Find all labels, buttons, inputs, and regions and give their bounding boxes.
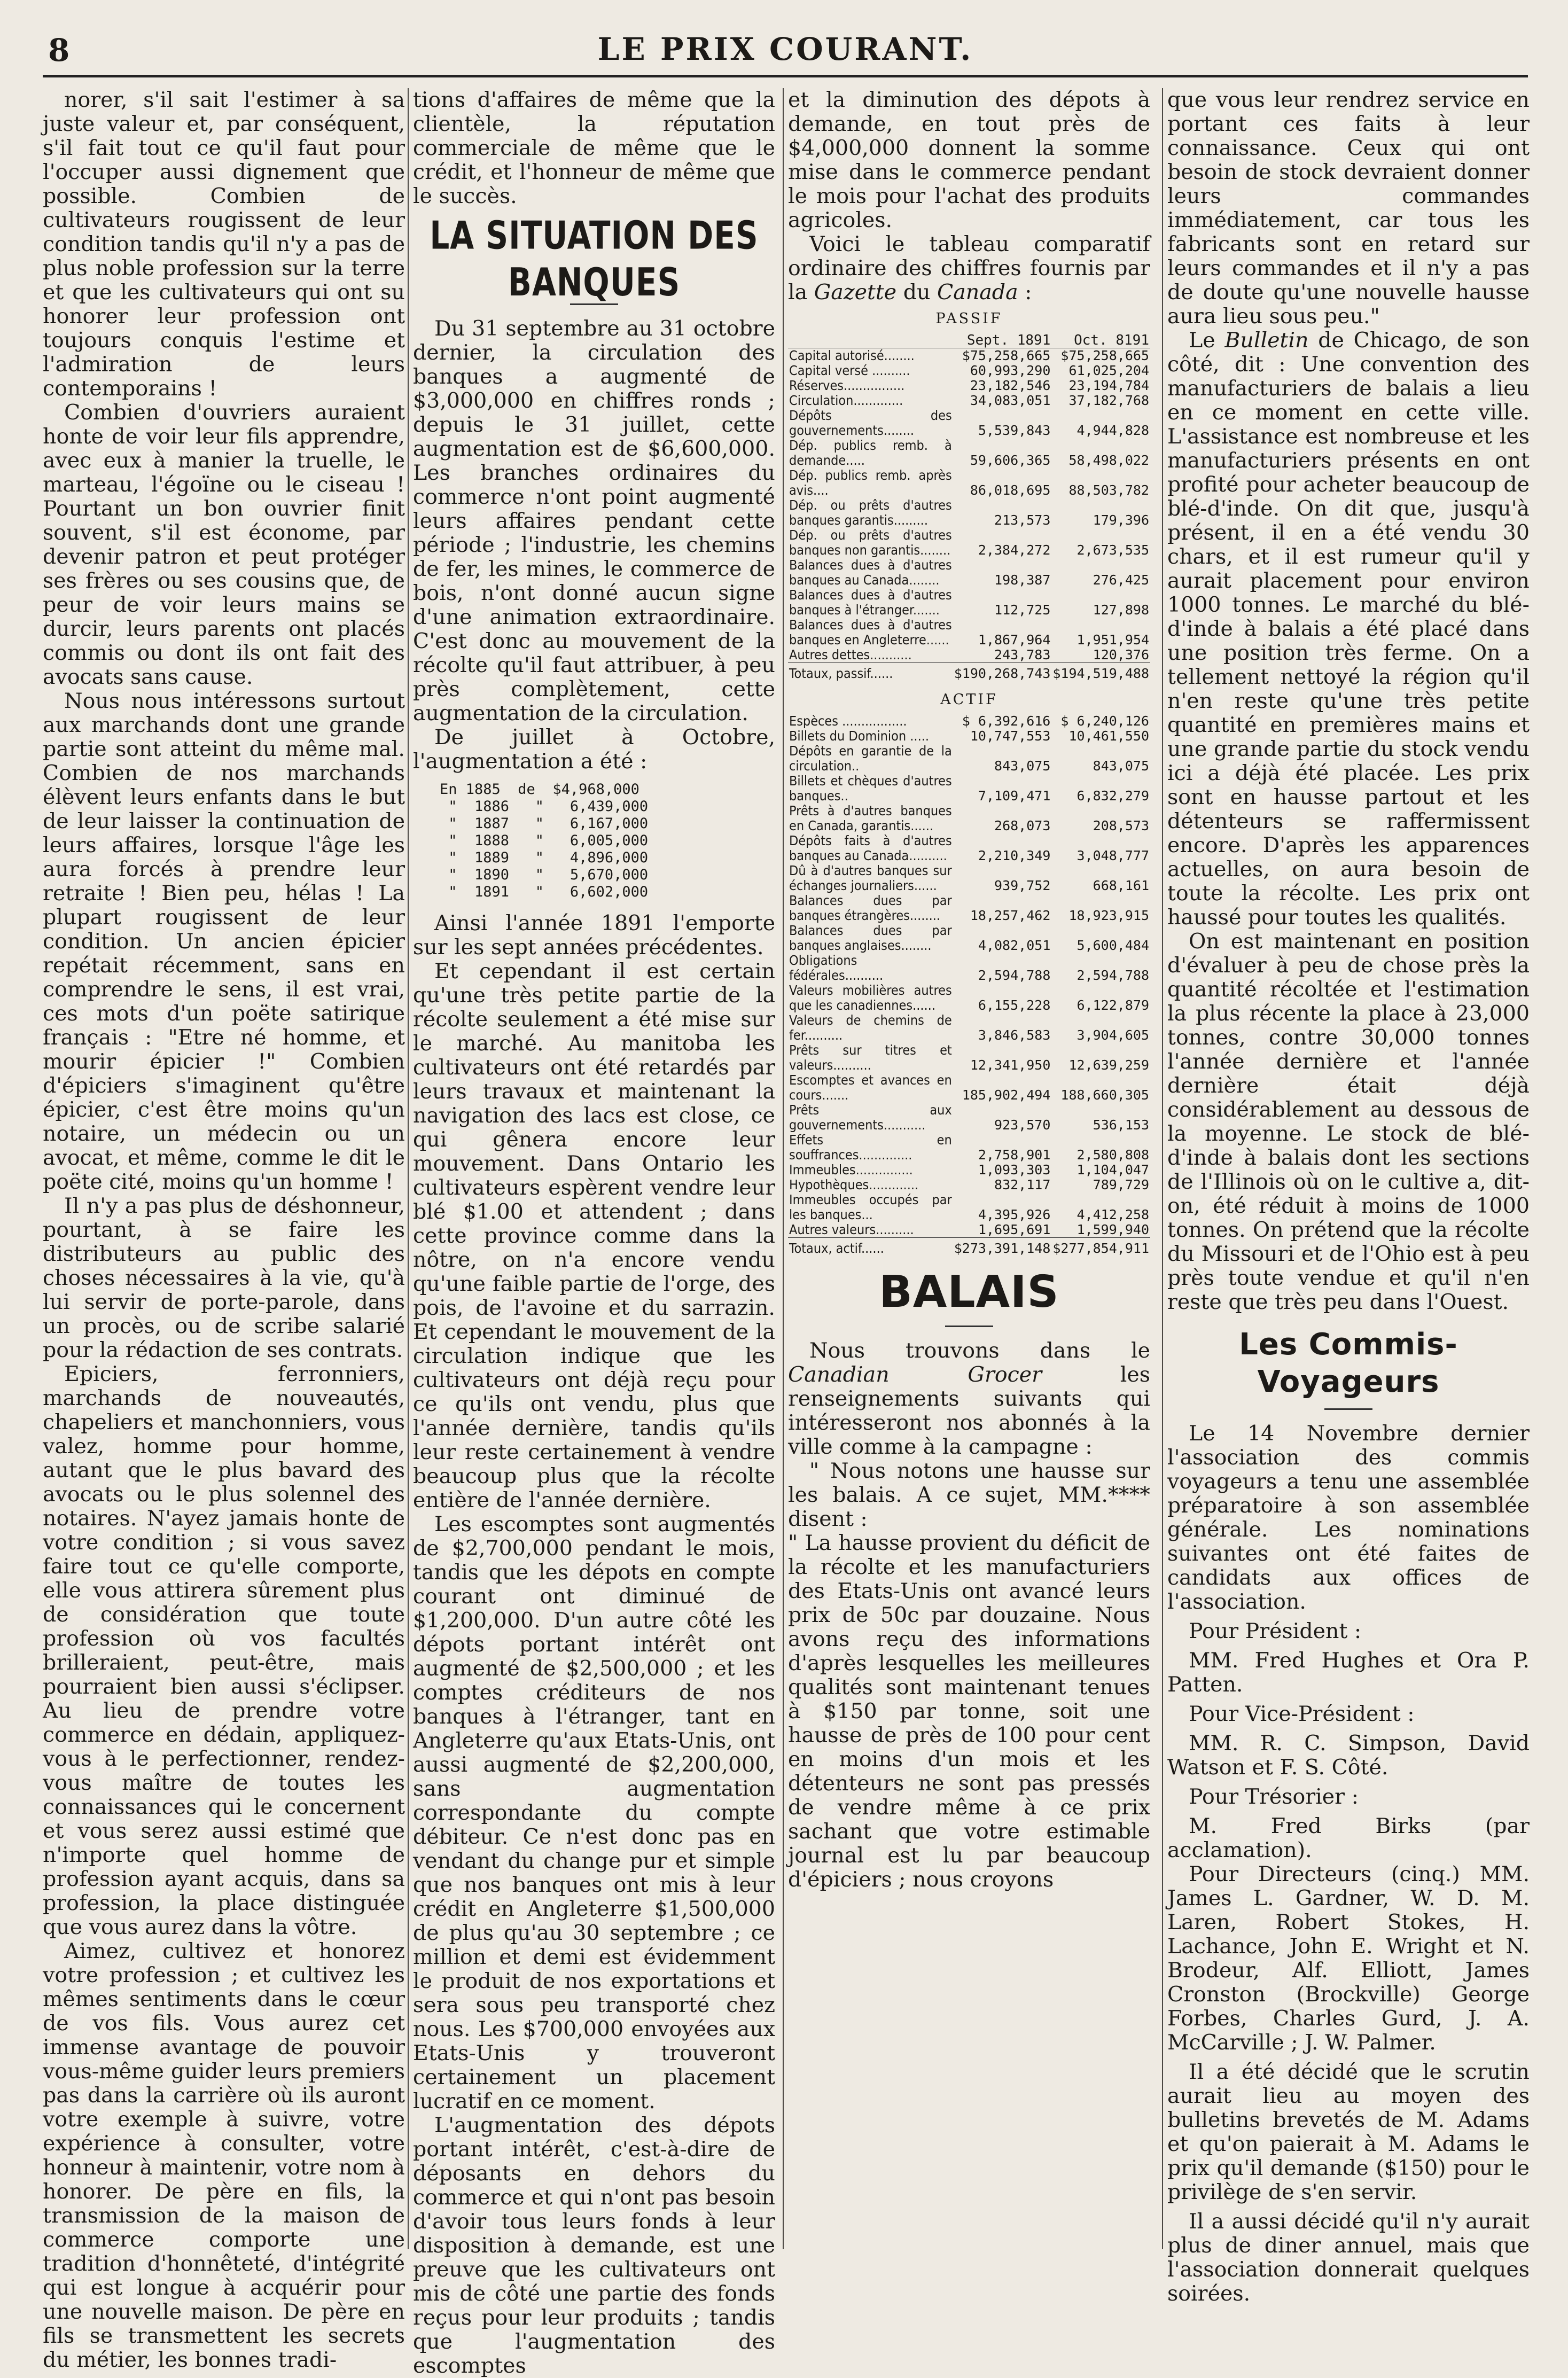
- article-paragraph: " Nous notons une hausse sur les balais. A ce sujet, MM.**** disent :: [788, 1459, 1150, 1531]
- row-value: 268,073: [994, 818, 1051, 833]
- year-row: En 1885 de $4,968,000: [440, 781, 639, 798]
- article-paragraph: Combien d'ouvriers auraient honte de voir leur fils apprendre, avec eux à manier la truelle, le marteau, l'égoïne ou le ciseau ! Pourtant un bon ouvrier finit souvent, s'il est économe, par devenir patron et peut protéger ses frères ou ses cousins que, de peur de voir leurs mains se durcir, leurs parents ont placés commis ou dont ils ont fait des avocats sans cause.: [43, 400, 405, 689]
- article-paragraph: Nous nous intéressons surtout aux marchands dont une grande partie sont atteint du même mal. Combien de nos marchands élèvent leurs enfants dans le but de leur laisser la continuation de leurs affaires, lorsque l'âge les aura forcés à prendre leur retraite ! Bien peu, hélas ! La plupart rougissent de leur condition. Un ancien épicier repétait récemment, sans en comprendre le sens, il est vrai, ces mots d'un poëte satirique français : "Etre né homme, et mourir épicier !" Combien d'épiciers s'imaginent qu'être épicier, c'est être moins qu'un notaire, un médecin ou un avocat, et même, comme le dit le poëte cité, moins qu'un homme !: [43, 689, 405, 1194]
- row-value: 12,639,259: [1068, 1057, 1149, 1073]
- row-label: Obligations fédérales..........: [789, 953, 884, 983]
- row-label: Dépôts faits à d'autres banques au Canada..........: [789, 833, 952, 863]
- row-value: 2,758,901: [978, 1147, 1051, 1163]
- bulletin-text: de Chicago, de son côté, dit : Une convention des manufacturiers de balais a lieu en ce moment en cette ville. L'assistance est nombreuse et les manufacturiers présents en ont profité pour acheter beaucoup de blé-d'inde. On dit que, jusqu'à présent, il en a été vendu 30 chars, et il est rumeur qu'il y aurait placement pour environ 1000 tonnes. Le marché du blé-d'inde à balais a été placé dans une position très ferme. On a tellement nettoyé la région qu'il n'en reste qu'une très petite quantité en premières mains et une grande partie du stock vendu ici a déjà été placée. Les prix sont en hausse partout et les détenteurs se raffermissent encore. D'après les apparences actuelles, on aura besoin de toute la récolte. Les prix ont haussé pour toutes les qualités.: [1167, 328, 1530, 930]
- row-value: 127,898: [1093, 602, 1149, 618]
- table-row: [788, 983, 1150, 1013]
- row-value: 1,951,954: [1076, 632, 1149, 648]
- row-value: 5,600,484: [1076, 938, 1149, 953]
- row-value: 34,083,051: [970, 393, 1051, 408]
- row-value: 4,082,051: [978, 938, 1051, 953]
- intro-text: Nous trouvons dans le: [809, 1338, 1150, 1363]
- row-label: Capital autorisé........: [789, 348, 915, 363]
- row-value: 5,539,843: [978, 423, 1051, 438]
- column-4: [1167, 88, 1530, 2306]
- year-row: " 1888 " 6,005,000: [440, 832, 649, 849]
- row-value: 939,752: [994, 878, 1051, 893]
- article-paragraph: et la diminution des dépots à demande, en tout près de $4,000,000 donnent la somme mise dans le commerce pendant le mois pour l'achat des produits agricoles.: [788, 88, 1150, 232]
- row-value: 6,155,228: [978, 997, 1051, 1013]
- header-rule: [43, 75, 1528, 77]
- row-label: Balances dues par banques anglaises........: [789, 923, 952, 953]
- bulletin-text: Le: [1189, 328, 1225, 353]
- row-label: Dû à d'autres banques sur échanges journaliers......: [789, 863, 952, 893]
- table-row: [788, 774, 1150, 804]
- row-value: 843,075: [994, 758, 1051, 774]
- row-label: Balances dues par banques étrangères........: [789, 893, 952, 923]
- row-value: $75,258,665: [962, 348, 1051, 363]
- article-paragraph: Aimez, cultivez et honorez votre profession ; et cultivez les mêmes sentiments dans le cœur de vos fils. Vous aurez cet immense avantage de pouvoir vous-même guider leurs premiers pas dans la carrière où ils auront votre exemple à suivre, votre expérience à consulter, votre honneur à maintenir, votre nom à honorer. De père en fils, la transmission de la maison de commerce comporte une tradition d'honnêteté, d'intégrité qui est longue à acquérir pour une nouvelle maison. De père en fils se transmettent les secrets du métier, les bonnes tradi-: [43, 1939, 405, 2372]
- article-paragraph: Le 14 Novembre dernier l'association des commis voyageurs a tenu une assemblée préparatoire à son assemblée générale. Les nominations suivantes ont été faites de candidats aux offices de l'association.: [1167, 1421, 1530, 1614]
- table-row: [788, 348, 1150, 364]
- table-row: [788, 648, 1150, 663]
- article-paragraph: Il a aussi décidé qu'il n'y aurait plus de diner annuel, mais que l'association donnerait quelques soirées.: [1167, 2209, 1530, 2306]
- table-row: [788, 833, 1150, 863]
- article-paragraph: Il a été décidé que le scrutin aurait lieu au moyen des bulletins brevetés de M. Adams et qu'on paierait à M. Adams le prix qu'il demande ($150) pour le privilège de s'en servir.: [1167, 2060, 1530, 2204]
- row-label: Effets en souffrances..............: [789, 1132, 952, 1163]
- table-row: [788, 714, 1150, 729]
- intro-text: Voici le tableau comparatif ordinaire des chiffres fournis par la: [788, 232, 1150, 305]
- row-value: 213,573: [994, 512, 1051, 528]
- row-label: Réserves................: [789, 378, 905, 393]
- year-row: " 1890 " 5,670,000: [440, 867, 649, 883]
- row-value: 37,182,768: [1068, 393, 1149, 408]
- table-row: [788, 588, 1150, 618]
- table-row: [788, 1163, 1150, 1178]
- office-names: M. Fred Birks (par acclamation).: [1167, 1814, 1530, 1862]
- row-value: 58,498,022: [1068, 453, 1149, 468]
- table-row: [788, 1192, 1150, 1222]
- row-value: 23,194,784: [1068, 378, 1149, 393]
- table-row: [788, 408, 1150, 438]
- row-value: 10,461,550: [1068, 728, 1149, 744]
- row-value: 2,594,788: [1076, 968, 1149, 983]
- table-row: [788, 744, 1150, 774]
- total-label: Totaux, actif......: [788, 1238, 953, 1257]
- bulletin-name: Bulletin: [1224, 328, 1309, 353]
- column-2: [413, 88, 775, 2378]
- row-value: 2,673,535: [1076, 542, 1149, 558]
- row-value: 3,846,583: [978, 1027, 1051, 1043]
- table-row: [788, 1043, 1150, 1073]
- title-rule: [945, 1326, 993, 1327]
- column-3: [788, 88, 1150, 2249]
- article-paragraph: Il n'y a pas plus de déshonneur, pourtant, à se faire les distributeurs au public des choses nécessaires à la vie, qu'à lui servir de porte-parole, dans un procès, ou de scribe salarié pour la rédaction de ses contrats.: [43, 1194, 405, 1362]
- row-value: 185,902,494: [962, 1087, 1051, 1103]
- row-value: 243,783: [994, 647, 1051, 662]
- row-value: 18,923,915: [1068, 908, 1149, 923]
- office-names: Pour Directeurs (cinq.) MM. James L. Gardner, W. D. M. Laren, Robert Stokes, H. Lachance, John E. Wright et N. Brodeur, Alf. Elliott, James Cronston (Brockville) George Forbes, Charles Gurd, J. A. McCarville ; J. W. Palmer.: [1167, 1862, 1530, 2055]
- table-row: [788, 1222, 1150, 1238]
- article-paragraph: Du 31 septembre au 31 octobre dernier, la circulation des banques a augmenté de $3,000,000 en chiffres ronds ; depuis le 31 juillet, cette augmentation est de $6,600,000. Les branches ordinaires du commerce n'ont point augmenté leurs affaires pendant cette période ; l'industrie, les chemins de fer, les mines, le commerce de bois, n'ont donné aucun signe d'une animation extraordinaire. C'est donc au mouvement de la récolte qu'il faut attribuer, à peu près complètement, cette augmentation de la circulation.: [413, 316, 775, 726]
- row-label: Dép. ou prêts d'autres banques non garantis........: [789, 527, 952, 558]
- row-value: 536,153: [1093, 1117, 1149, 1133]
- article-paragraph: que vous leur rendrez service en portant ces faits à leur connaissance. Ceux qui ont besoin de stock devraient donner leurs commandes immédiatement, car tous les fabricants sont en retard sur leurs commandes et il n'y a pas de doute qu'une nouvelle hausse aura lieu sous peu.": [1167, 88, 1530, 329]
- column-divider: [783, 88, 784, 2249]
- row-value: 18,257,462: [970, 908, 1051, 923]
- row-value: 10,747,553: [970, 728, 1051, 744]
- row-label: Balances dues à d'autres banques en Angleterre......: [789, 617, 952, 648]
- row-label: Dép. publics remb. à demande.....: [789, 438, 952, 468]
- table-row: [788, 893, 1150, 923]
- table-row: [788, 528, 1150, 558]
- article-title-commis: Les Commis-Voyageurs: [1239, 1327, 1458, 1399]
- row-label: Immeubles...............: [789, 1162, 913, 1178]
- passif-table: [788, 333, 1150, 681]
- row-label: Hypothèques.............: [789, 1177, 919, 1192]
- table-row: [788, 363, 1150, 378]
- row-value: $ 6,392,616: [962, 713, 1051, 729]
- article-paragraph: [1167, 329, 1530, 930]
- row-label: Valeurs de chemins de fer..........: [789, 1012, 952, 1043]
- article-title-balais: BALAIS: [879, 1267, 1059, 1317]
- row-label: Dépôts en garantie de la circulation..: [789, 743, 952, 774]
- table-row: [788, 1013, 1150, 1043]
- total-value: $273,391,148: [953, 1238, 1052, 1257]
- header-cell: Oct. 8191: [1051, 333, 1150, 348]
- intro-text: les renseignements suivants qui intéresseront nos abonnés à la ville comme à la campagne :: [788, 1362, 1150, 1459]
- table-row: [788, 468, 1150, 498]
- row-value: 59,606,365: [970, 453, 1051, 468]
- row-value: 1,093,303: [978, 1162, 1051, 1178]
- table-row: [788, 393, 1150, 408]
- row-label: Escomptes et avances en cours.......: [789, 1072, 952, 1103]
- intro-gazette: Gazette: [814, 280, 897, 305]
- table-row: [788, 1133, 1150, 1163]
- row-label: Balances dues à d'autres banques à l'étranger.......: [789, 587, 952, 618]
- row-value: 3,904,605: [1076, 1027, 1149, 1043]
- total-value: $190,268,743: [953, 663, 1052, 682]
- header-cell: Sept. 1891: [953, 333, 1052, 348]
- year-row: " 1886 " 6,439,000: [440, 798, 649, 815]
- article-paragraph: Et cependant il est certain qu'une très petite partie de la récolte seulement a été mise sur le marché. Au manitoba les cultivateurs ont été retardés par leurs travaux et maintenant la navigation des lacs est close, ce qui gênera encore leur mouvement. Dans Ontario les cultivateurs espèrent vendre leur blé $1.00 et attendent ; dans cette province comme dans la nôtre, on n'a encore vendu qu'une faible partie de l'orge, des pois, de l'avoine et du sarrazin. Et cependant le mouvement de la circulation indique que les cultivateurs ont déjà reçu pour ce qu'ils ont vendu, plus que l'année dernière, tandis qu'ils leur reste certainement à vendre beaucoup plus que la récolte entière de l'année dernière.: [413, 959, 775, 1512]
- table-row: [788, 923, 1150, 953]
- article-paragraph: L'augmentation des dépots portant intérêt, c'est-à-dire de déposants en dehors du commerce et qui n'ont pas besoin d'avoir tous leurs fonds à leur disposition à demande, est une preuve que les cultivateurs ont mis de côté une partie des fonds reçus pour leur produits ; tandis que l'augmentation des escomptes: [413, 2113, 775, 2378]
- row-value: 668,161: [1093, 878, 1149, 893]
- row-label: Immeubles occupés par les banques...: [789, 1192, 952, 1222]
- table-row: [788, 618, 1150, 648]
- canadian-grocer: Canadian Grocer: [788, 1362, 1042, 1387]
- row-value: 208,573: [1093, 818, 1149, 833]
- table-row: [788, 1073, 1150, 1103]
- table-row: [788, 438, 1150, 468]
- row-value: $ 6,240,126: [1060, 713, 1149, 729]
- intro-canada: Canada: [937, 280, 1018, 305]
- table-row: [788, 953, 1150, 983]
- article-paragraph: [788, 1339, 1150, 1459]
- row-value: 4,944,828: [1076, 423, 1149, 438]
- article-title-banques: LA SITUATION DES BANQUES: [430, 212, 759, 305]
- row-label: Prêts sur titres et valeurs..........: [789, 1042, 952, 1073]
- table-row: [788, 558, 1150, 588]
- row-value: 1,599,940: [1076, 1222, 1149, 1237]
- column-divider: [408, 88, 409, 2249]
- row-label: Prêts à d'autres banques en Canada, garantis......: [789, 803, 952, 833]
- row-value: 832,117: [994, 1177, 1051, 1192]
- row-value: 188,660,305: [1060, 1087, 1149, 1103]
- table-row: [788, 863, 1150, 893]
- row-value: 61,025,204: [1068, 363, 1149, 378]
- header-cell: [788, 333, 953, 348]
- article-paragraph: Les escomptes sont augmentés de $2,700,000 pendant le mois, tandis que les dépots en compte courant ont diminué de $1,200,000. D'un autre côté les dépots portant intérêt ont augmenté de $2,500,000 ; et les comptes créditeurs de nos banques à l'étranger, tant en Angleterre qu'aux Etats-Unis, ont aussi augmenté de $2,200,000, sans augmentation correspondante du compte débiteur. Ce n'est donc pas en vendant du change pur et simple que nos banques ont mis à leur crédit en Angleterre $1,500,000 de plus qu'au 30 septembre ; ce million et demi est évidemment le produit de nos exportations et sera sous peu transporté chez nous. Les $700,000 envoyées aux Etats-Unis y trouveront certainement un placement lucratif en ce moment.: [413, 1512, 775, 2114]
- table-row: [788, 378, 1150, 393]
- actif-table: [788, 714, 1150, 1256]
- intro-text: du: [896, 280, 938, 305]
- page-header: [43, 27, 1528, 75]
- table-header-row: [788, 333, 1150, 348]
- row-value: 789,729: [1093, 1177, 1149, 1192]
- office-label: Pour Président :: [1189, 1619, 1362, 1643]
- year-row: " 1891 " 6,602,000: [440, 884, 649, 900]
- row-label: Dépôts des gouvernements........: [789, 408, 952, 438]
- actif-heading: ACTIF: [940, 691, 998, 708]
- row-value: 6,122,879: [1076, 997, 1149, 1013]
- row-value: 88,503,782: [1068, 482, 1149, 498]
- row-value: $75,258,665: [1060, 348, 1149, 363]
- row-value: 4,395,926: [978, 1207, 1051, 1222]
- year-row: " 1889 " 4,896,000: [440, 849, 649, 866]
- row-value: 2,580,808: [1076, 1147, 1149, 1163]
- row-label: Espèces .................: [789, 713, 907, 729]
- table-intro: [788, 232, 1150, 305]
- row-value: 2,384,272: [978, 542, 1051, 558]
- total-label: Totaux, passif......: [788, 663, 953, 682]
- row-value: 6,832,279: [1076, 788, 1149, 804]
- row-label: Autres dettes...........: [789, 647, 912, 662]
- year-row: " 1887 " 6,167,000: [440, 815, 649, 832]
- row-value: 23,182,546: [970, 378, 1051, 393]
- row-label: Billets du Dominion .....: [789, 728, 929, 744]
- office-label: Pour Trésorier :: [1189, 1784, 1359, 1809]
- page-number: 8: [48, 32, 70, 68]
- row-value: 276,425: [1093, 572, 1149, 588]
- passif-heading: PASSIF: [935, 310, 1003, 327]
- table-row: [788, 1103, 1150, 1133]
- column-divider: [1162, 88, 1163, 2249]
- row-label: Prêts aux gouvernements...........: [789, 1102, 952, 1133]
- row-value: 923,570: [994, 1117, 1051, 1133]
- total-value: $277,854,911: [1051, 1238, 1150, 1257]
- row-label: Dép. ou prêts d'autres banques garantis.........: [789, 497, 952, 528]
- row-value: 120,376: [1093, 647, 1149, 662]
- row-value: 3,048,777: [1076, 848, 1149, 863]
- row-value: 1,695,691: [978, 1222, 1051, 1237]
- row-value: 843,075: [1093, 758, 1149, 774]
- table-row: [788, 1178, 1150, 1192]
- yearly-increase-list: [440, 781, 775, 901]
- article-paragraph: Epiciers, ferronniers, marchands de nouveautés, chapeliers et manchonniers, vous valez, homme pour homme, autant que le plus bavard des avocats ou le plus solennel des notaires. N'ayez jamais honte de votre condition ; si vous savez faire tout ce qu'elle comporte, elle vous attirera sûrement plus de considération que toute profession où vos facultés brilleraient, peut-être, mais pourraient bien aussi s'éclipser. Au lieu de prendre votre commerce en dédain, appliquez-vous à le perfectionner, rendez-vous maître de toutes les connaissances qui le concernent et vous serez aussi estimé que n'importe quel homme de profession ayant acquis, dans sa profession, la place distinguée que vous aurez dans la vôtre.: [43, 1362, 405, 1939]
- passif-total-row: [788, 663, 1150, 682]
- row-value: 60,993,290: [970, 363, 1051, 378]
- total-value: $194,519,488: [1051, 663, 1150, 682]
- row-value: 12,341,950: [970, 1057, 1051, 1073]
- row-value: 198,387: [994, 572, 1051, 588]
- article-paragraph: norer, s'il sait l'estimer à sa juste valeur et, par conséquent, s'il fait tout ce qu'il faut pour l'occuper aussi dignement que possible. Combien de cultivateurs rougissent de leur condition tandis qu'il n'y a pas de plus noble profession sur la terre et que les cultivateurs qui ont su honorer leur profession ont toujours conquis l'estime et l'admiration de leurs contemporains !: [43, 88, 405, 401]
- article-paragraph: De juillet à Octobre, l'augmentation a été :: [413, 725, 775, 774]
- table-row: [788, 729, 1150, 744]
- row-label: Balances dues à d'autres banques au Canada........: [789, 557, 952, 588]
- row-label: Dép. publics remb. après avis....: [789, 467, 952, 498]
- row-label: Billets et chèques d'autres banques..: [789, 773, 952, 804]
- table-row: [788, 498, 1150, 528]
- row-value: 2,210,349: [978, 848, 1051, 863]
- row-label: Capital versé ..........: [789, 363, 910, 378]
- masthead: LE PRIX COURANT.: [597, 31, 973, 67]
- row-label: Circulation.............: [789, 393, 903, 408]
- row-value: 2,594,788: [978, 968, 1051, 983]
- row-value: 112,725: [994, 602, 1051, 618]
- office-label: Pour Vice-Président :: [1189, 1702, 1415, 1726]
- row-label: Autres valeurs..........: [789, 1222, 914, 1237]
- article-paragraph: Ainsi l'année 1891 l'emporte sur les sept années précédentes.: [413, 911, 775, 960]
- row-value: 86,018,695: [970, 482, 1051, 498]
- article-paragraph: On est maintenant en position d'évaluer à peu de chose près la quantité récoltée et l'estimation la plus récente la place à 23,000 tonnes, contre 30,000 tonnes l'année dernière et l'année dernière était déjà considérablement au dessous de la moyenne. Le stock de blé-d'inde à balais dont les sections de l'Illinois où on le cultive a, dit-on, été réduit à moins de 1000 tonnes. On prétend que la récolte du Missouri et de l'Ohio est à peu près toute vendue et qu'il n'en reste que très peu dans l'Ouest.: [1167, 929, 1530, 1314]
- actif-total-row: [788, 1238, 1150, 1257]
- article-paragraph: tions d'affaires de même que la clientèle, la réputation commerciale de même que le crédit, et l'honneur de même que le succès.: [413, 88, 775, 208]
- intro-text: :: [1018, 280, 1032, 305]
- office-names: MM. R. C. Simpson, David Watson et F. S. Côté.: [1167, 1731, 1530, 1780]
- row-value: 1,867,964: [978, 632, 1051, 648]
- office-names: MM. Fred Hughes et Ora P. Patten.: [1167, 1648, 1530, 1697]
- row-label: Valeurs mobilières autres que les canadiennes......: [789, 983, 952, 1013]
- row-value: 1,104,047: [1076, 1162, 1149, 1178]
- title-rule: [1324, 1408, 1372, 1410]
- table-row: [788, 804, 1150, 833]
- row-value: 4,412,258: [1076, 1207, 1149, 1222]
- column-1: [43, 88, 405, 2372]
- article-paragraph: " La hausse provient du déficit de la récolte et les manufacturiers des Etats-Unis ont avancé leurs prix de 50c par douzaine. Nous avons reçu des informations d'après lesquelles les meilleures qualités sont maintenant tenues à $150 par tonne, soit une hausse de près de 100 pour cent en moins d'un mois et les détenteurs ne sont pas pressés de vendre même à ce prix sachant que votre estimable journal est lu par beaucoup d'épiciers ; nous croyons: [788, 1531, 1150, 1892]
- row-value: 179,396: [1093, 512, 1149, 528]
- row-value: 7,109,471: [978, 788, 1051, 804]
